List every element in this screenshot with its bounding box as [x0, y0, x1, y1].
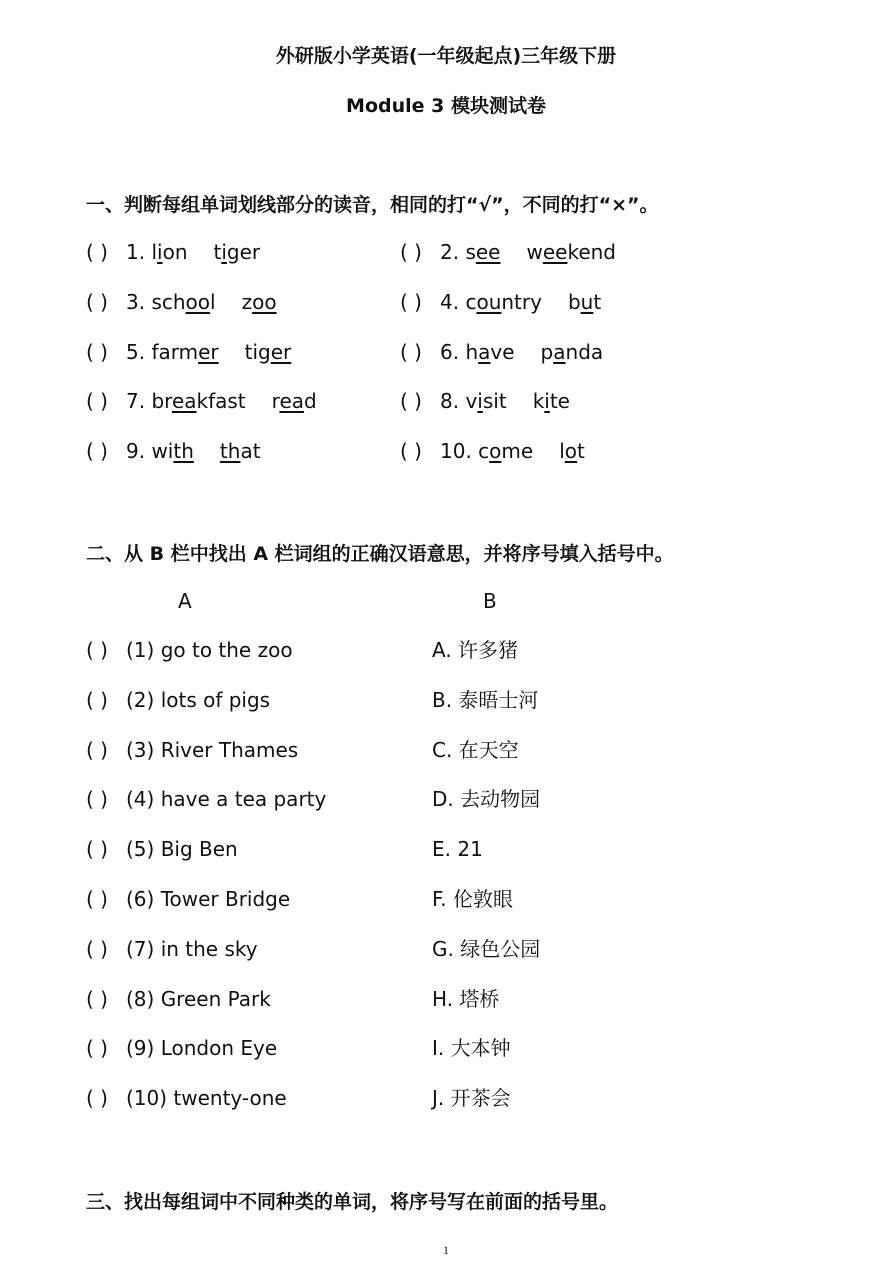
answer-blank[interactable]: ( ): [86, 638, 108, 662]
answer-blank[interactable]: ( ): [86, 289, 108, 314]
word-1: have: [465, 339, 515, 364]
answer-blank[interactable]: ( ): [86, 936, 108, 961]
answer-blank[interactable]: ( ): [86, 389, 108, 414]
answer-blank[interactable]: ( ): [86, 687, 108, 712]
phonics-item: [86, 439, 261, 463]
word-1: lion: [151, 240, 188, 264]
matching-item: [86, 1086, 287, 1110]
word-1: come: [478, 439, 534, 464]
phonics-item: [400, 290, 601, 314]
underlined-part: a: [553, 339, 566, 364]
answer-blank[interactable]: ( ): [86, 1086, 108, 1111]
answer-blank[interactable]: ( ): [86, 1036, 108, 1061]
underlined-part: oo: [185, 289, 211, 314]
phrase-english: (9) London Eye: [126, 1036, 278, 1061]
item-number: 4.: [440, 289, 466, 314]
phrase-english: (7) in the sky: [126, 936, 258, 961]
meaning-option: D. 去动物园: [432, 787, 541, 812]
underlined-part: th: [173, 439, 194, 464]
column-a-header: A: [178, 589, 192, 613]
underlined-part: i: [157, 240, 163, 264]
phrase-english: (6) Tower Bridge: [126, 887, 291, 911]
word-2: zoo: [241, 289, 277, 314]
answer-blank[interactable]: ( ): [400, 339, 422, 364]
phonics-item: [86, 389, 317, 413]
word-2: panda: [540, 339, 604, 364]
word-2: read: [271, 389, 317, 414]
phonics-item: [400, 389, 570, 413]
underlined-part: oo: [252, 289, 277, 314]
phonics-item: [400, 340, 603, 364]
underlined-part: i: [544, 389, 550, 414]
word-2: that: [219, 439, 261, 464]
word-2: lot: [559, 439, 585, 464]
underlined-part: a: [478, 339, 491, 364]
section2-heading: 二、从 B 栏中找出 A 栏词组的正确汉语意思，并将序号填入括号中。: [86, 543, 674, 565]
word-2: weekend: [526, 240, 616, 264]
answer-blank[interactable]: ( ): [400, 439, 422, 464]
underlined-part: i: [477, 389, 483, 414]
underlined-part: th: [219, 439, 241, 464]
phrase-english: (8) Green Park: [126, 986, 271, 1011]
answer-blank[interactable]: ( ): [86, 240, 108, 264]
answer-blank[interactable]: ( ): [86, 339, 108, 364]
meaning-option: H. 塔桥: [432, 986, 500, 1011]
matching-item: [86, 987, 271, 1011]
page-subtitle: Module 3 模块测试卷: [346, 95, 546, 117]
meaning-option: B. 泰晤士河: [432, 687, 539, 712]
phonics-item: [400, 240, 616, 264]
underlined-part: ou: [476, 289, 502, 314]
matching-item: [86, 1036, 277, 1060]
matching-item: [86, 787, 326, 811]
phonics-item: [400, 439, 585, 463]
word-1: school: [151, 289, 216, 314]
phrase-english: (3) River Thames: [126, 737, 299, 762]
phonics-item: [86, 240, 260, 264]
underlined-part: er: [270, 339, 292, 364]
phrase-english: (10) twenty-one: [126, 1086, 287, 1111]
page-number: 1: [443, 1243, 449, 1257]
word-2: but: [567, 289, 602, 314]
word-2: kite: [532, 389, 570, 414]
meaning-option: E. 21: [432, 837, 483, 862]
answer-blank[interactable]: ( ): [86, 439, 108, 464]
underlined-part: i: [221, 240, 227, 264]
word-1: visit: [465, 389, 507, 414]
item-number: 2.: [440, 240, 466, 264]
matching-item: [86, 738, 298, 762]
item-number: 5.: [126, 339, 152, 364]
phonics-item: [86, 290, 277, 314]
matching-item: [86, 688, 270, 712]
phrase-english: (5) Big Ben: [126, 837, 238, 862]
matching-item: [86, 638, 293, 662]
item-number: 6.: [440, 339, 466, 364]
item-number: 1.: [126, 240, 152, 264]
matching-item: [86, 837, 238, 861]
underlined-part: ea: [279, 389, 304, 414]
section3-heading: 三、找出每组词中不同种类的单词，将序号写在前面的括号里。: [86, 1191, 619, 1213]
item-number: 9.: [126, 439, 152, 464]
word-1: see: [465, 240, 501, 264]
answer-blank[interactable]: ( ): [86, 737, 108, 762]
phrase-english: (1) go to the zoo: [126, 638, 293, 662]
answer-blank[interactable]: ( ): [400, 289, 422, 314]
underlined-part: ee: [542, 240, 568, 264]
underlined-part: o: [489, 439, 502, 464]
matching-item: [86, 887, 290, 911]
word-2: tiger: [244, 339, 292, 364]
item-number: 3.: [126, 289, 152, 314]
answer-blank[interactable]: ( ): [86, 986, 108, 1011]
word-1: country: [465, 289, 542, 314]
answer-blank[interactable]: ( ): [86, 787, 108, 812]
item-number: 10.: [440, 439, 479, 464]
word-1: breakfast: [151, 389, 246, 414]
section1-heading: 一、判断每组单词划线部分的读音，相同的打“√”，不同的打“×”。: [86, 194, 659, 216]
column-b-header: B: [483, 589, 497, 613]
word-2: tiger: [213, 240, 261, 264]
phrase-english: (4) have a tea party: [126, 787, 327, 812]
answer-blank[interactable]: ( ): [86, 887, 108, 911]
meaning-option: I. 大本钟: [432, 1036, 511, 1061]
underlined-part: ee: [475, 240, 501, 264]
word-1: farmer: [151, 339, 219, 364]
answer-blank[interactable]: ( ): [400, 240, 422, 264]
item-number: 8.: [440, 389, 466, 414]
meaning-option: C. 在天空: [432, 737, 519, 762]
underlined-part: ea: [171, 389, 197, 414]
matching-item: [86, 937, 258, 961]
word-1: with: [151, 439, 194, 464]
meaning-option: F. 伦敦眼: [432, 887, 514, 911]
phonics-item: [86, 340, 291, 364]
answer-blank[interactable]: ( ): [86, 837, 108, 862]
underlined-part: o: [564, 439, 578, 464]
underlined-part: er: [198, 339, 219, 364]
page-title: 外研版小学英语(一年级起点)三年级下册: [275, 45, 617, 67]
meaning-option: J. 开茶会: [432, 1086, 511, 1111]
item-number: 7.: [126, 389, 152, 414]
phrase-english: (2) lots of pigs: [126, 687, 271, 712]
answer-blank[interactable]: ( ): [400, 389, 422, 414]
underlined-part: u: [580, 289, 594, 314]
meaning-option: G. 绿色公园: [432, 936, 541, 961]
meaning-option: A. 许多猪: [432, 638, 519, 662]
